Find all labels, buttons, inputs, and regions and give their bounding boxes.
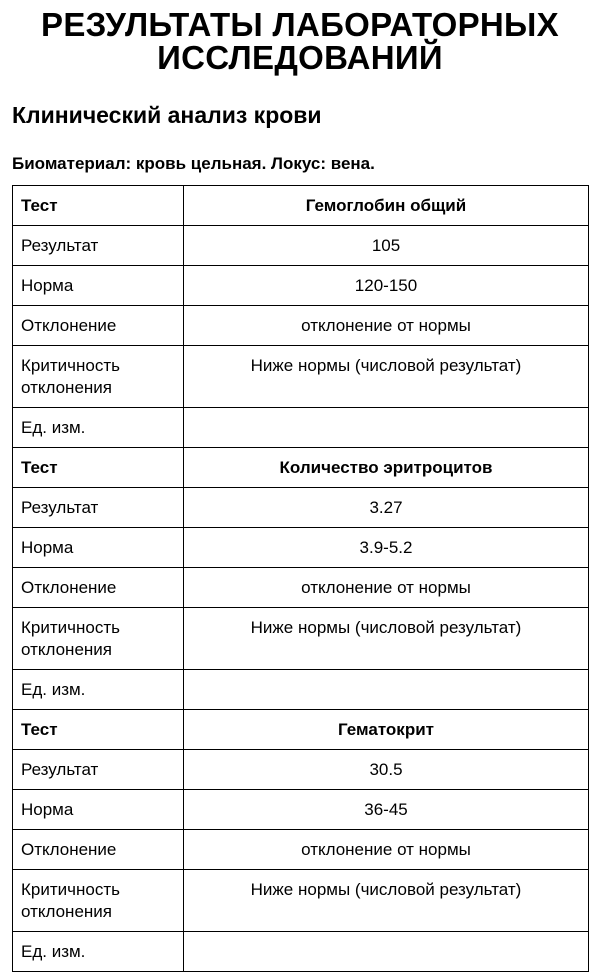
norm-value-cell: 3.9-5.2 xyxy=(184,528,589,568)
result-value-cell: 30.5 xyxy=(184,750,589,790)
section-title: Клинический анализ крови xyxy=(12,102,322,128)
table-row-result xyxy=(13,226,589,266)
criticality-label-line-1: Критичность xyxy=(21,880,120,899)
criticality-label-line-2: отклонения xyxy=(21,640,112,659)
label-cell: Ед. изм. xyxy=(13,932,184,972)
label-cell: Отклонение xyxy=(13,830,184,870)
criticality-label-line-2: отклонения xyxy=(21,378,112,397)
table-row-norm xyxy=(13,790,589,830)
label-cell: Норма xyxy=(13,528,184,568)
table-row-unit xyxy=(13,408,589,448)
biomaterial-info: Биоматериал: кровь цельная. Локус: вена. xyxy=(12,154,375,173)
label-cell: Результат xyxy=(13,488,184,528)
table-row-criticality xyxy=(13,608,589,670)
table-row-deviation xyxy=(13,306,589,346)
table-row-deviation xyxy=(13,830,589,870)
test-name-cell: Количество эритроцитов xyxy=(184,448,589,488)
table-row-criticality xyxy=(13,870,589,932)
table-row-test-header xyxy=(13,710,589,750)
test-name-cell: Гематокрит xyxy=(184,710,589,750)
label-cell xyxy=(13,870,184,932)
criticality-label-line-1: Критичность xyxy=(21,356,120,375)
deviation-value-cell: отклонение от нормы xyxy=(184,568,589,608)
label-cell: Норма xyxy=(13,790,184,830)
label-cell: Результат xyxy=(13,226,184,266)
criticality-value-cell: Ниже нормы (числовой результат) xyxy=(184,608,589,670)
unit-value-cell xyxy=(184,670,589,710)
table-row-test-header xyxy=(13,186,589,226)
table-row-unit xyxy=(13,670,589,710)
label-cell: Тест xyxy=(13,186,184,226)
label-cell: Ед. изм. xyxy=(13,408,184,448)
label-cell: Норма xyxy=(13,266,184,306)
unit-value-cell xyxy=(184,408,589,448)
deviation-value-cell: отклонение от нормы xyxy=(184,306,589,346)
label-cell: Результат xyxy=(13,750,184,790)
norm-value-cell: 120-150 xyxy=(184,266,589,306)
page-title xyxy=(0,0,600,74)
label-cell: Ед. изм. xyxy=(13,670,184,710)
unit-value-cell xyxy=(184,932,589,972)
table-row-unit xyxy=(13,932,589,972)
test-name-cell: Гемоглобин общий xyxy=(184,186,589,226)
table-row-norm xyxy=(13,266,589,306)
label-cell xyxy=(13,346,184,408)
table-row-result xyxy=(13,750,589,790)
result-value-cell: 105 xyxy=(184,226,589,266)
norm-value-cell: 36-45 xyxy=(184,790,589,830)
criticality-label-line-2: отклонения xyxy=(21,902,112,921)
result-value-cell: 3.27 xyxy=(184,488,589,528)
label-cell: Тест xyxy=(13,710,184,750)
criticality-label-line-1: Критичность xyxy=(21,618,120,637)
label-cell: Отклонение xyxy=(13,568,184,608)
table-row-norm xyxy=(13,528,589,568)
table-row-deviation xyxy=(13,568,589,608)
criticality-value-cell: Ниже нормы (числовой результат) xyxy=(184,346,589,408)
criticality-value-cell: Ниже нормы (числовой результат) xyxy=(184,870,589,932)
table-row-criticality xyxy=(13,346,589,408)
page-title-line-1: РЕЗУЛЬТАТЫ ЛАБОРАТОРНЫХ xyxy=(41,6,559,43)
label-cell: Тест xyxy=(13,448,184,488)
table-row-result xyxy=(13,488,589,528)
label-cell: Отклонение xyxy=(13,306,184,346)
label-cell xyxy=(13,608,184,670)
deviation-value-cell: отклонение от нормы xyxy=(184,830,589,870)
page-title-line-2: ИССЛЕДОВАНИЙ xyxy=(157,39,443,76)
results-table xyxy=(12,185,589,972)
table-row-test-header xyxy=(13,448,589,488)
